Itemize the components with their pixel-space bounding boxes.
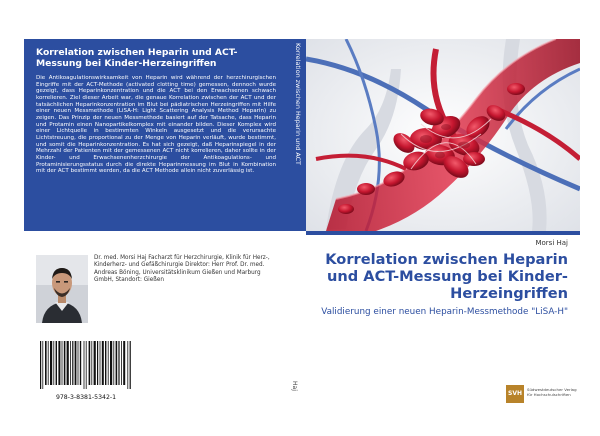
spine-band [286, 39, 306, 231]
back-cover-band [24, 39, 286, 231]
back-cover-blurb: Die Antikoagulationswirksamkeit von Heparin wird während der herzchirurgischen Eingriffe mit der ACT-Methode (activated clotting time) gemessen, dennoch wurde gezeigt, dass Heparinkonzentration und die ACT bei den Erwachsenen schwach korrelieren. Ziel dieser Arbeit war, die genaue Korrelation zwischen der ACT und der tatsächlichen Heparinkonzentration im Blut bei pädiatrischen Herzeingriffen mit Hilfe einer neuen Messmethode (LiSA-H: Light Scattering Analysis Method Heparin) zu zeigen. Das Prinzip der neuen Messmethode basiert auf der Tatsache, dass Heparin und Protamin einen Nanopartikelkomplex mit einander bilden. Dieser Komplex wird einer Lichtquelle in bestimmten Winkeln ausgesetzt und die verursachte Lichtstreuung, die proportional zu der Menge von Heparin verläuft, wurde bestimmt, und somit die Heparinkonzentration. Es hat sich gezeigt, daß Heparinspiegel in der Mehrzahl der Patienten mit der gemessenen ACT nicht korrelieren, daher sollte in der Kinder- und Erwachsenenherzchirurgie der Antikoagulations- und Protaminisierungsstatus durch die direkte Heparinmessung im Blut in Kombination mit der ACT bestimmt werden, da die ACT Methode allein nicht zuverlässig ist. [36, 75, 276, 175]
spine-author: Haj [291, 381, 298, 391]
barcode-icon [36, 339, 136, 391]
spine-title: Korrelation zwischen Heparin und ACT [294, 43, 302, 165]
back-cover-title: Korrelation zwischen Heparin und ACT-Messung bei Kinder-Herzeingriffen [36, 47, 238, 70]
author-photo [36, 255, 88, 323]
author-bio: Dr. med. Morsi Haj Facharzt für Herzchirurgie, Klinik für Herz-, Kinderherz- und Gefäßchirurgie Direktor: Herr Prof. Dr. med. Andreas Böning, Universitätsklinikum Gießen und Marburg GmbH, Standort: Gießen [94, 255, 270, 283]
front-cover [306, 39, 580, 413]
back-cover [24, 39, 286, 413]
front-cover-band [306, 231, 580, 235]
isbn-number: 978-3-8381-5342-1 [55, 394, 117, 401]
front-cover-author: Morsi Haj [535, 239, 568, 247]
isbn-barcode [36, 339, 136, 401]
front-cover-title: Korrelation zwischen Heparin und ACT-Messung bei Kinder-Herzeingriffen [325, 251, 568, 303]
publisher-name: Südwestdeutscher Verlag für Hochschulschriften [527, 387, 577, 398]
spine [286, 39, 306, 413]
svh-logo-icon: SVH [506, 385, 524, 403]
book-cover [24, 39, 580, 413]
blood-clot-illustration [306, 39, 580, 231]
publisher-logo [506, 384, 580, 406]
front-cover-subtitle: Validierung einer neuen Heparin-Messmethode "LiSA-H" [321, 307, 568, 317]
